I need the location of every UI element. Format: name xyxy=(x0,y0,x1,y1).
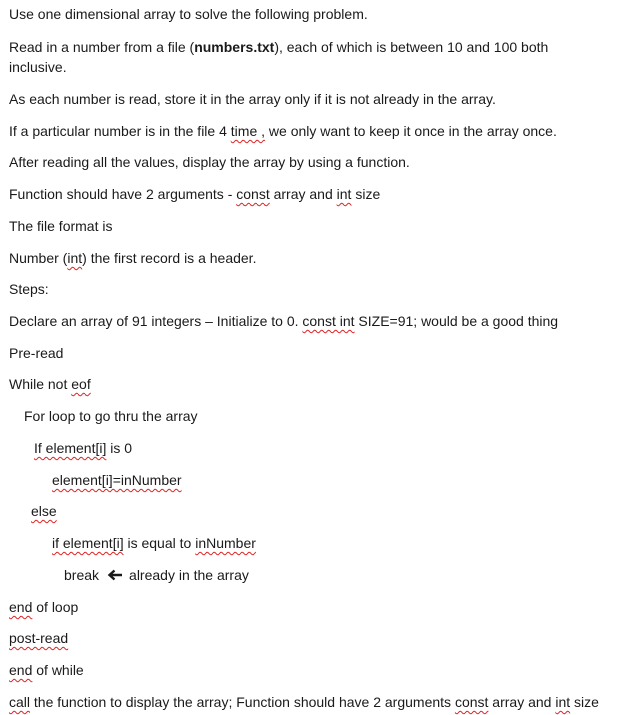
declare-text-pre: Declare an array of 91 integers – Initialize to 0. xyxy=(9,313,303,329)
filename-text: numbers.txt xyxy=(194,39,275,55)
call-text-mid: the function to display the array; Function should have 2 arguments xyxy=(30,694,455,710)
after-line xyxy=(9,153,410,171)
call-text-post: size xyxy=(570,694,599,710)
arrow-left-icon xyxy=(107,569,123,581)
if2-line xyxy=(52,534,256,552)
duplicate-line xyxy=(9,122,557,140)
number-int-keyword: int xyxy=(67,250,83,266)
intro-line xyxy=(9,5,368,23)
if2-text-mid: is equal to xyxy=(123,535,196,551)
intro-text: Use one dimensional array to solve the following problem. xyxy=(9,6,368,22)
duplicate-squiggle: time , xyxy=(230,123,266,139)
endloop-text-post: of loop xyxy=(32,599,79,615)
int-keyword: int xyxy=(336,186,352,202)
break-line xyxy=(64,566,249,584)
function-line xyxy=(9,185,380,203)
endwhile-text-post: of while xyxy=(32,662,84,678)
format-text: The file format is xyxy=(9,218,113,234)
function-text-mid: array and xyxy=(269,186,337,202)
store-text: As each number is read, store it in the array only if it is not already in the array. xyxy=(9,91,496,107)
declare-text-post: SIZE=91; would be a good thing xyxy=(354,313,559,329)
preread-text: Pre-read xyxy=(9,345,64,361)
call-int-keyword: int xyxy=(555,694,571,710)
after-text: After reading all the values, display the array by using a function. xyxy=(9,154,410,170)
read-text-pre: Read in a number from a file ( xyxy=(9,39,195,55)
assign-line xyxy=(52,471,182,489)
read-text-post: ), each of which is between 10 and 100 both inclusive. xyxy=(9,39,549,75)
declare-const-int: const int xyxy=(302,313,355,329)
break-comment: already in the array xyxy=(129,567,249,583)
endwhile-keyword: end xyxy=(9,662,33,678)
postread-line xyxy=(9,629,68,647)
number-text-pre: Number ( xyxy=(9,250,68,266)
forloop-line xyxy=(24,407,198,425)
duplicate-text-post: we only want to keep it once in the array once. xyxy=(265,123,557,139)
function-text-post: size xyxy=(351,186,381,202)
if-line xyxy=(34,439,132,457)
eof-keyword: eof xyxy=(71,376,91,392)
break-text: break xyxy=(64,567,100,583)
call-line xyxy=(9,693,599,711)
call-text-mid2: array and xyxy=(488,694,556,710)
call-keyword: call xyxy=(9,694,31,710)
store-line xyxy=(9,90,496,108)
format-line xyxy=(9,217,112,235)
function-text-pre: Function should have 2 arguments - xyxy=(9,186,237,202)
call-const-keyword: const xyxy=(454,694,489,710)
while-text-pre: While not xyxy=(9,376,72,392)
innumber-squiggle: inNumber xyxy=(195,535,256,551)
else-line xyxy=(31,502,57,520)
endwhile-line xyxy=(9,661,84,679)
postread-squiggle: post-read xyxy=(9,630,69,646)
if-element-squiggle: If element[i] xyxy=(34,440,107,456)
number-text-post: ) the first record is a header. xyxy=(82,250,257,266)
declare-line xyxy=(9,312,558,330)
forloop-text: For loop to go thru the array xyxy=(24,408,198,424)
duplicate-text-pre: If a particular number is in the file 4 xyxy=(9,123,231,139)
const-keyword: const xyxy=(236,186,270,202)
if2-element-squiggle: if element[i] xyxy=(52,535,124,551)
endloop-keyword: end xyxy=(9,599,33,615)
steps-heading xyxy=(9,280,49,298)
number-line xyxy=(9,249,256,267)
else-keyword: else xyxy=(31,503,57,519)
endloop-line xyxy=(9,598,78,616)
while-line xyxy=(9,375,91,393)
if-text-post: is 0 xyxy=(106,440,133,456)
steps-text: Steps: xyxy=(9,281,49,297)
assign-squiggle: element[i]=inNumber xyxy=(52,472,182,488)
preread-line xyxy=(9,344,63,362)
read-instruction-line xyxy=(9,37,609,77)
